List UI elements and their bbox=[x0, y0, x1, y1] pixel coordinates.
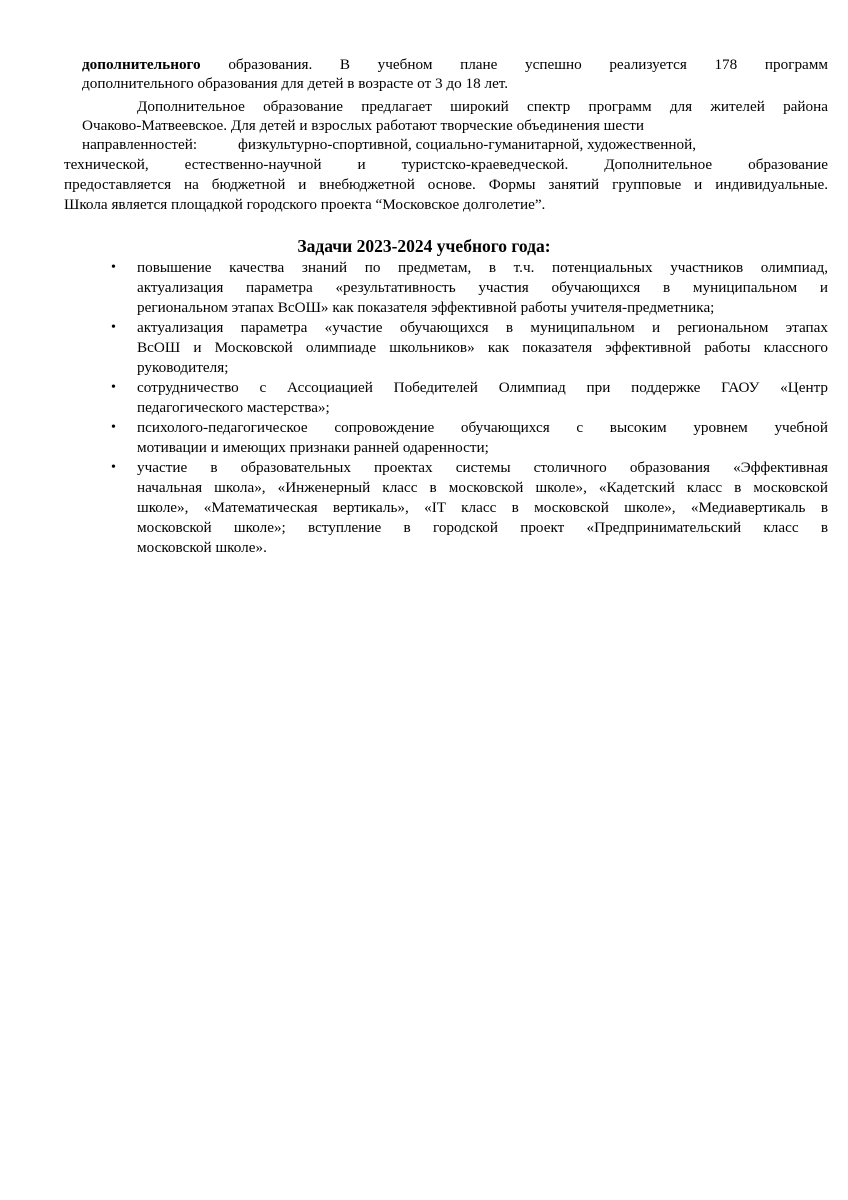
bullet-3: • bbox=[111, 380, 116, 395]
intro-line-6: технической, естественно-научной и туристско-краеведческой. Дополнительное образование bbox=[64, 156, 828, 173]
task-3-line-1: сотрудничество с Ассоциацией Победителей Олимпиад при поддержке ГАОУ «Центр bbox=[137, 379, 828, 396]
task-5-line-3: школе», «Математическая вертикаль», «IT класс в московской школе», «Медиавертикаль в bbox=[137, 499, 828, 516]
intro-line-8: Школа является площадкой городского проекта “Московское долголетие”. bbox=[64, 196, 546, 213]
task-5-line-5: московской школе». bbox=[137, 539, 267, 556]
task-1-line-3: региональном этапах ВсОШ» как показателя эффективной работы учителя-предметника; bbox=[137, 299, 715, 316]
intro-line-4: Очаково-Матвеевское. Для детей и взрослых работают творческие объединения шести bbox=[82, 117, 645, 134]
task-2-line-2: ВсОШ и Московской олимпиаде школьников» как показателя эффективной работы классного bbox=[137, 339, 828, 356]
intro-line-1-text: образования. В учебном плане успешно реализуется 178 программ bbox=[228, 56, 829, 73]
bullet-5: • bbox=[111, 460, 116, 475]
bullet-4: • bbox=[111, 420, 116, 435]
intro-line-5b: физкультурно-спортивной, социально-гуманитарной, художественной, bbox=[238, 136, 697, 153]
task-4-line-1: психолого-педагогическое сопровождение обучающихся с высоким уровнем учебной bbox=[137, 419, 828, 436]
task-5-line-1: участие в образовательных проектах системы столичного образования «Эффективная bbox=[137, 459, 828, 476]
bullet-1: • bbox=[111, 260, 116, 275]
task-2-line-1: актуализация параметра «участие обучающихся в муниципальном и региональном этапах bbox=[137, 319, 828, 336]
task-5-line-4: московской школе»; вступление в городской проект «Предпринимательский класс в bbox=[137, 519, 828, 536]
task-5-line-2: начальная школа», «Инженерный класс в московской школе», «Кадетский класс в московской bbox=[137, 479, 828, 496]
task-3-line-2: педагогического мастерства»; bbox=[137, 399, 330, 416]
bullet-2: • bbox=[111, 320, 116, 335]
task-4-line-2: мотивации и имеющих признаки ранней одаренности; bbox=[137, 439, 489, 456]
intro-line-7: предоставляется на бюджетной и внебюджетной основе. Формы занятий групповые и индивидуальные. bbox=[64, 176, 828, 193]
intro-line-2: дополнительного образования для детей в возрасте от 3 до 18 лет. bbox=[82, 75, 509, 92]
task-1-line-1: повышение качества знаний по предметам, в т.ч. потенциальных участников олимпиад, bbox=[137, 259, 828, 276]
intro-bold-word: дополнительного bbox=[82, 56, 201, 73]
intro-line-3: Дополнительное образование предлагает широкий спектр программ для жителей района bbox=[137, 98, 828, 115]
tasks-heading: Задачи 2023-2024 учебного года: bbox=[297, 236, 551, 256]
intro-line-5a: направленностей: bbox=[82, 136, 198, 153]
task-2-line-3: руководителя; bbox=[137, 359, 229, 376]
task-1-line-2: актуализация параметра «результативность участия обучающихся в муниципальном и bbox=[137, 279, 828, 296]
intro-line-1 bbox=[82, 55, 828, 74]
